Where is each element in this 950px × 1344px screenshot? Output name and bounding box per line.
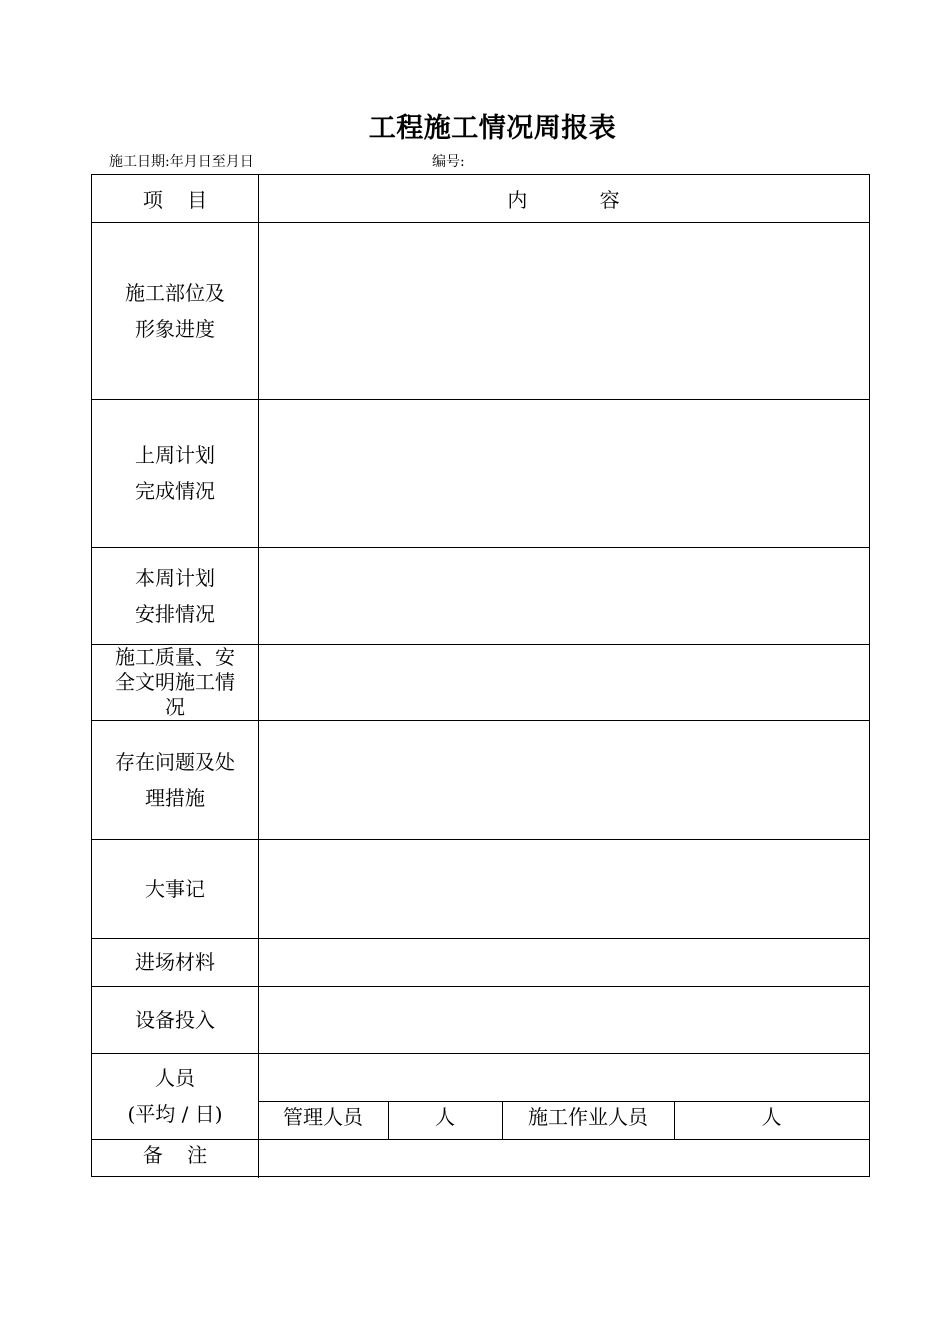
weekly-report-table	[91, 174, 870, 1177]
row-major-events-label	[92, 839, 258, 938]
header-content-label: 内 容	[507, 188, 620, 212]
label-line: 上周计划	[135, 443, 215, 467]
column-divider	[258, 175, 259, 1178]
serial-number-label: 编号:	[432, 154, 465, 170]
row-quality-safety-label	[92, 644, 258, 720]
construction-worker-label: 施工作业人员	[528, 1104, 648, 1129]
header-content-cell	[258, 175, 869, 222]
management-staff-label: 管理人员	[283, 1104, 363, 1129]
label-line: 况	[165, 694, 185, 719]
label-line: 施工质量、安	[115, 644, 235, 669]
label-line: (平均 / 日)	[127, 1102, 223, 1126]
construction-worker-unit: 人	[761, 1104, 782, 1129]
row-problems-measures-label	[92, 720, 258, 839]
label-line: 完成情况	[135, 479, 215, 503]
row-last-week-plan-label	[92, 399, 258, 547]
header-item-cell	[92, 175, 258, 222]
page-title: 工程施工情况周报表	[368, 113, 617, 144]
label-line: 全文明施工情	[115, 669, 235, 694]
label-line: 形象进度	[135, 316, 215, 341]
row-personnel-label	[92, 1053, 258, 1139]
label-line: 设备投入	[135, 1007, 215, 1032]
label-line: 进场材料	[135, 950, 215, 974]
label-line: 人员	[155, 1066, 195, 1090]
row-equipment-label	[92, 986, 258, 1053]
remarks-label: 备 注	[142, 1142, 208, 1167]
label-line: 大事记	[145, 876, 205, 901]
header-item-label: 项 目	[142, 188, 208, 212]
label-line: 本周计划	[135, 565, 215, 590]
row-materials-label	[92, 938, 258, 986]
row-this-week-plan-label	[92, 547, 258, 644]
construction-date-label: 施工日期:年月日至月日	[109, 154, 254, 170]
label-line: 施工部位及	[125, 280, 225, 305]
management-staff-unit: 人	[435, 1104, 455, 1129]
label-line: 安排情况	[135, 601, 215, 626]
label-line: 存在问题及处	[115, 749, 235, 774]
row-remarks-label	[92, 1139, 258, 1167]
label-line: 理措施	[145, 785, 205, 810]
row-construction-progress-label	[92, 222, 258, 399]
